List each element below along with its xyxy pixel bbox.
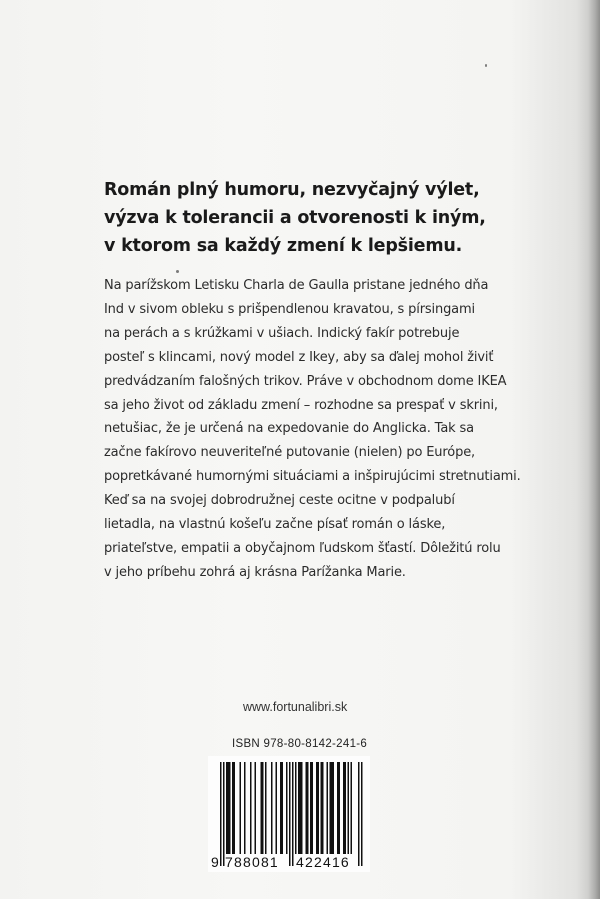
barcode-bar [306,762,308,854]
barcode-left-group: 788081 [225,854,279,870]
spine-shadow [588,0,600,899]
barcode [208,756,370,872]
blurb-line: priateľstve, empatii a obyčajnom ľudskom šťastí. Dôležitú rolu [104,540,501,556]
barcode-bar [250,762,252,854]
barcode-bar [276,762,278,854]
barcode-bar [333,762,335,854]
barcode-bar [228,762,230,854]
tagline [104,176,574,260]
barcode-guard-bar [289,762,291,866]
barcode-bar [271,762,273,854]
blurb-line: v jeho príbehu zohrá aj krásna Parížanka Marie. [104,564,406,580]
barcode-bar [255,762,257,854]
publisher-website: www.fortunalibri.sk [243,700,348,714]
blurb-paragraph [104,274,584,585]
barcode-bar [301,762,303,854]
barcode-bar [312,762,314,854]
dust-speck [176,270,179,273]
barcode-digits [208,852,370,872]
blurb-line: posteľ s klincami, nový model z Ikey, aby sa ďalej mohol živiť [104,349,494,365]
barcode-bar [318,762,320,854]
barcode-bar [229,762,231,854]
barcode-bar [339,762,341,854]
barcode-bar [321,762,323,854]
barcode-bar [280,762,282,854]
barcode-bar [240,762,242,854]
barcode-bar [244,762,246,854]
isbn-label: ISBN 978-80-8142-241-6 [232,738,368,750]
dust-speck [485,64,487,67]
tagline-line: výzva k tolerancii a otvorenosti k iným, [104,208,486,228]
barcode-bar [316,762,318,854]
barcode-bar [322,762,324,854]
barcode-bar [295,762,297,854]
barcode-bar [330,762,332,854]
barcode-bar [226,762,228,854]
blurb-line: netušiac, že je určená na expedovanie do Anglicka. Tak sa [104,421,474,437]
blurb-line: Ind v sivom obleku s prišpendlenou kravatou, s pírsingami [104,301,475,317]
barcode-bar [298,762,300,854]
blurb-line: popretkávané humornými situáciami a inšpirujúcimi stretnutiami. [104,469,521,485]
barcode-bar [345,762,347,854]
barcode-bar [300,762,302,854]
barcode-bar [337,762,339,854]
blurb-line: začne fakírovo neuveriteľné putovanie (nielen) po Európe, [104,445,476,461]
barcode-bar [310,762,312,854]
barcode-bar [351,762,353,854]
barcode-bar [286,762,288,854]
blurb-line: Keď sa na svojej dobrodružnej ceste ocitne v podpalubí [104,493,455,509]
barcode-bar [262,762,264,854]
barcode-guard-bar [223,762,225,866]
barcode-bar [343,762,345,854]
barcode-guard-bar [292,762,294,866]
barcode-guard-bar [358,762,360,866]
blurb-line: lietadla, na vlastnú košeľu začne písať román o láske, [104,517,446,533]
barcode-first-digit: 9 [211,854,219,870]
barcode-bar [234,762,236,854]
barcode-right-group: 422416 [296,854,350,870]
blurb-line: predvádzaním falošných trikov. Práve v obchodnom dome IKEA [104,373,507,389]
blurb-line: na perách a s krúžkami v ušiach. Indický fakír potrebuje [104,325,460,341]
tagline-line: v ktorom sa každý zmení k lepšiemu. [104,236,463,256]
tagline-line: Román plný humoru, nezvyčajný výlet, [104,180,480,200]
barcode-bar [232,762,234,854]
barcode-bar [282,762,284,854]
blurb-line: Na parížskom Letisku Charla de Gaulla pristane jedného dňa [104,278,489,293]
barcode-guard-bar [220,762,222,866]
barcode-bar [261,762,263,854]
blurb-line: sa jeho život od základu zmení – rozhodne sa prespať v skrini, [104,397,498,413]
barcode-bar [307,762,309,854]
barcode-bar [265,762,267,854]
barcode-bar [348,762,350,854]
barcode-bar [331,762,333,854]
barcode-guard-bar [361,762,363,866]
barcode-bar [327,762,329,854]
